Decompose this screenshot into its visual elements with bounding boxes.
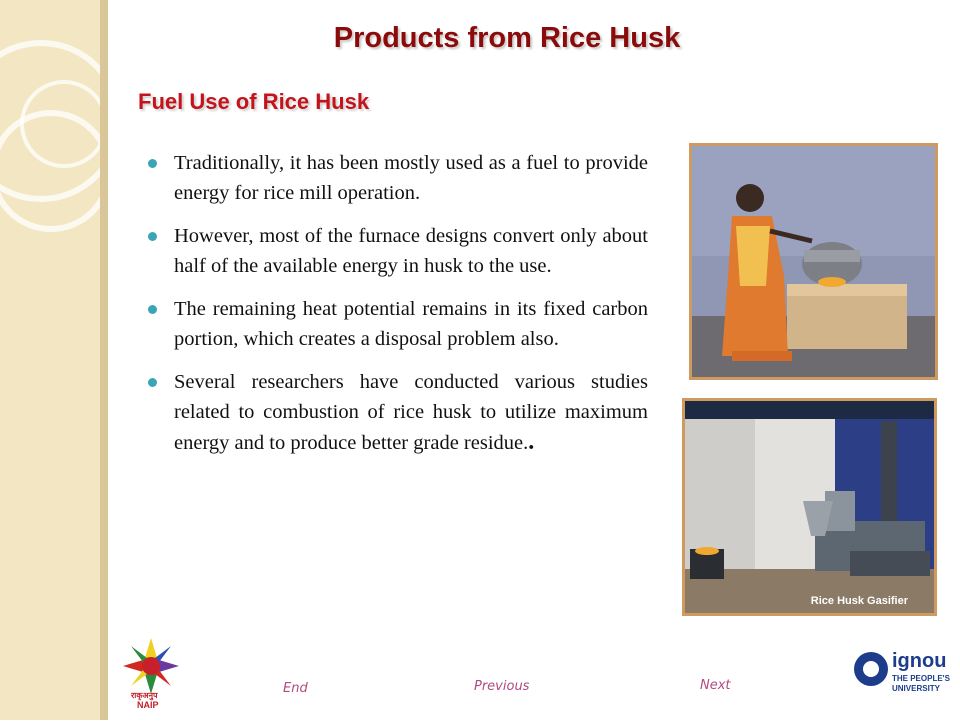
ignou-emblem-inner-icon	[863, 661, 879, 677]
gasifier-caption: Rice Husk Gasifier	[810, 595, 908, 607]
ignou-name: ignou	[892, 650, 947, 672]
bullet-text: Traditionally, it has been mostly used as a fuel to provide energy for rice mill operation.	[174, 152, 648, 204]
slide-title: Products from Rice Husk	[333, 22, 681, 54]
bullet-item	[148, 148, 648, 208]
nav-previous-link[interactable]: Previous	[474, 679, 530, 694]
bullet-list	[148, 148, 648, 471]
ignou-logo	[850, 648, 960, 720]
slide-subtitle: Fuel Use of Rice Husk	[138, 89, 370, 114]
bullet-text: The remaining heat potential remains in its fixed carbon portion, which creates a disposal problem also.	[174, 298, 648, 350]
bullet-item	[148, 367, 648, 458]
bullet-text: Several researchers have conducted various studies related to combustion of rice husk to utilize maximum energy and to produce better grade residue.	[174, 371, 648, 454]
bullet-item	[148, 221, 648, 281]
nav-next-link[interactable]: Next	[700, 678, 731, 693]
ignou-tagline-line2: UNIVERSITY	[892, 684, 941, 693]
bullet-period: .	[528, 429, 535, 455]
husk-stove-illustration	[692, 146, 935, 377]
naip-logo	[113, 636, 189, 716]
photo-rice-husk-gasifier	[682, 398, 937, 616]
naip-hindi-text: राकृअनुप	[131, 691, 158, 700]
decorative-side-strip	[0, 0, 108, 720]
ignou-tagline-line1: THE PEOPLE'S	[892, 674, 950, 683]
photo-husk-stove	[689, 143, 938, 380]
naip-text: NAIP	[137, 700, 159, 710]
bullet-item	[148, 294, 648, 354]
gasifier-illustration	[685, 401, 934, 613]
decorative-ring	[20, 80, 108, 168]
bullet-text: However, most of the furnace designs convert only about half of the available energy in husk to the use.	[174, 225, 648, 277]
nav-end-link[interactable]: End	[283, 681, 308, 696]
